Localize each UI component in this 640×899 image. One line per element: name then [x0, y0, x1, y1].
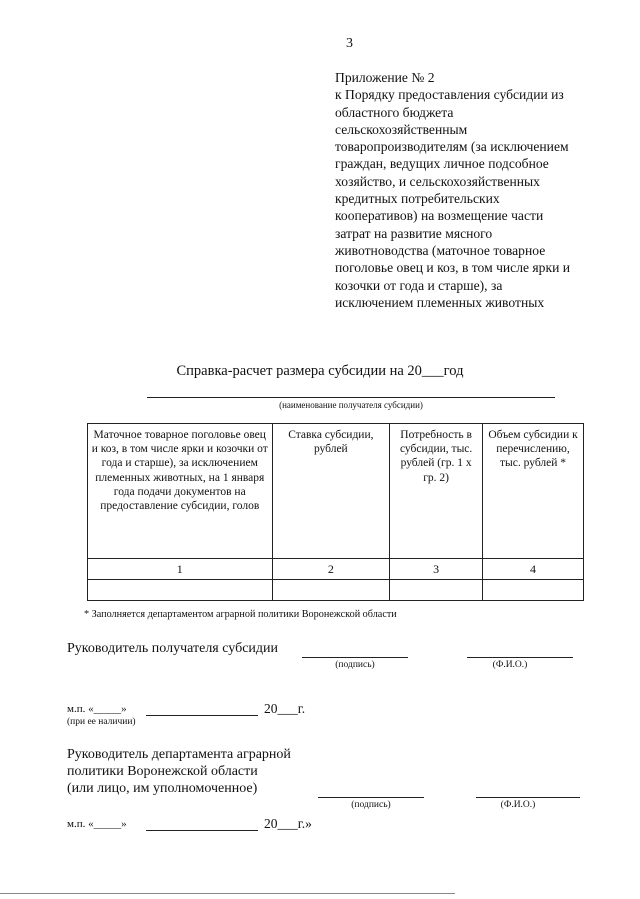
table-cell	[390, 580, 483, 601]
table-header-row	[88, 424, 584, 559]
fio-caption: (Ф.И.О.)	[500, 800, 536, 810]
appendix-line: затрат на развитие мясного	[335, 225, 493, 241]
header-cell-need: Потребность в субсидии, тыс. рублей (гр. 1 x гр. 2)	[390, 424, 483, 559]
table-cell	[272, 580, 390, 601]
page-edge-line	[0, 893, 455, 894]
appendix-line: кредитных потребительских	[335, 191, 500, 207]
page-number: 3	[346, 36, 353, 51]
date-year: 20___г.	[264, 701, 306, 716]
date-line	[146, 715, 258, 716]
header-cell-rate: Ставка субсидии, рублей	[272, 424, 390, 559]
document-title: Справка-расчет размера субсидии на 20___год	[176, 363, 464, 379]
department-head-line: (или лицо, им уполномоченное)	[67, 781, 258, 796]
recipient-caption: (наименование получателя субсидии)	[279, 400, 423, 410]
recipient-head-label: Руководитель получателя субсидии	[67, 641, 279, 656]
fio-line	[467, 657, 573, 658]
column-number: 4	[483, 559, 584, 580]
appendix-line: Приложение № 2	[335, 70, 435, 85]
department-head-line: Руководитель департамента аграрной	[67, 747, 291, 762]
column-number: 2	[272, 559, 390, 580]
subsidy-table	[87, 423, 584, 601]
column-number: 1	[88, 559, 273, 580]
fio-caption: (Ф.И.О.)	[492, 660, 528, 670]
appendix-block	[335, 69, 610, 311]
table-cell	[483, 580, 584, 601]
footnote: * Заполняется департаментом аграрной политики Воронежской области	[84, 609, 397, 620]
signature-caption: (подпись)	[335, 660, 375, 670]
appendix-line: кооперативов) на возмещение части	[335, 208, 544, 224]
date-year: 20___г.»	[264, 816, 312, 831]
header-cell-livestock: Маточное товарное поголовье овец и коз, в том числе ярки и козочки от года и старше), за исключением племенных животных, на 1 января года подачи документов на предоставление субсидии, голов	[88, 424, 273, 559]
seal-date-label: м.п. «_____»	[67, 818, 127, 830]
department-head-label	[67, 746, 291, 797]
appendix-line: животноводства (маточное товарное	[335, 242, 546, 258]
column-number: 3	[390, 559, 483, 580]
appendix-line: хозяйство, и сельскохозяйственных	[335, 173, 540, 189]
appendix-line: граждан, ведущих личное подсобное	[335, 156, 549, 172]
seal-note: (при ее наличии)	[67, 717, 136, 727]
table-cell	[88, 580, 273, 601]
seal-date-label: м.п. «_____»	[67, 703, 127, 715]
appendix-line: козочки от года и старше), за	[335, 277, 503, 293]
date-line	[146, 830, 258, 831]
appendix-line: областного бюджета	[335, 104, 454, 120]
signature-line	[302, 657, 408, 658]
fio-line	[476, 797, 580, 798]
table-row	[88, 580, 584, 601]
signature-line	[318, 797, 424, 798]
table-number-row	[88, 559, 584, 580]
appendix-line: сельскохозяйственным	[335, 121, 468, 137]
header-cell-amount: Объем субсидии к перечислению, тыс. рублей *	[483, 424, 584, 559]
appendix-line: к Порядку предоставления субсидии из	[335, 87, 564, 103]
department-head-line: политики Воронежской области	[67, 764, 258, 779]
appendix-line: поголовье овец и коз, в том числе ярки и	[335, 260, 571, 276]
signature-caption: (подпись)	[351, 800, 391, 810]
appendix-line: исключением племенных животных	[335, 294, 545, 310]
recipient-name-line	[147, 397, 555, 398]
appendix-line: товаропроизводителям (за исключением	[335, 139, 569, 155]
